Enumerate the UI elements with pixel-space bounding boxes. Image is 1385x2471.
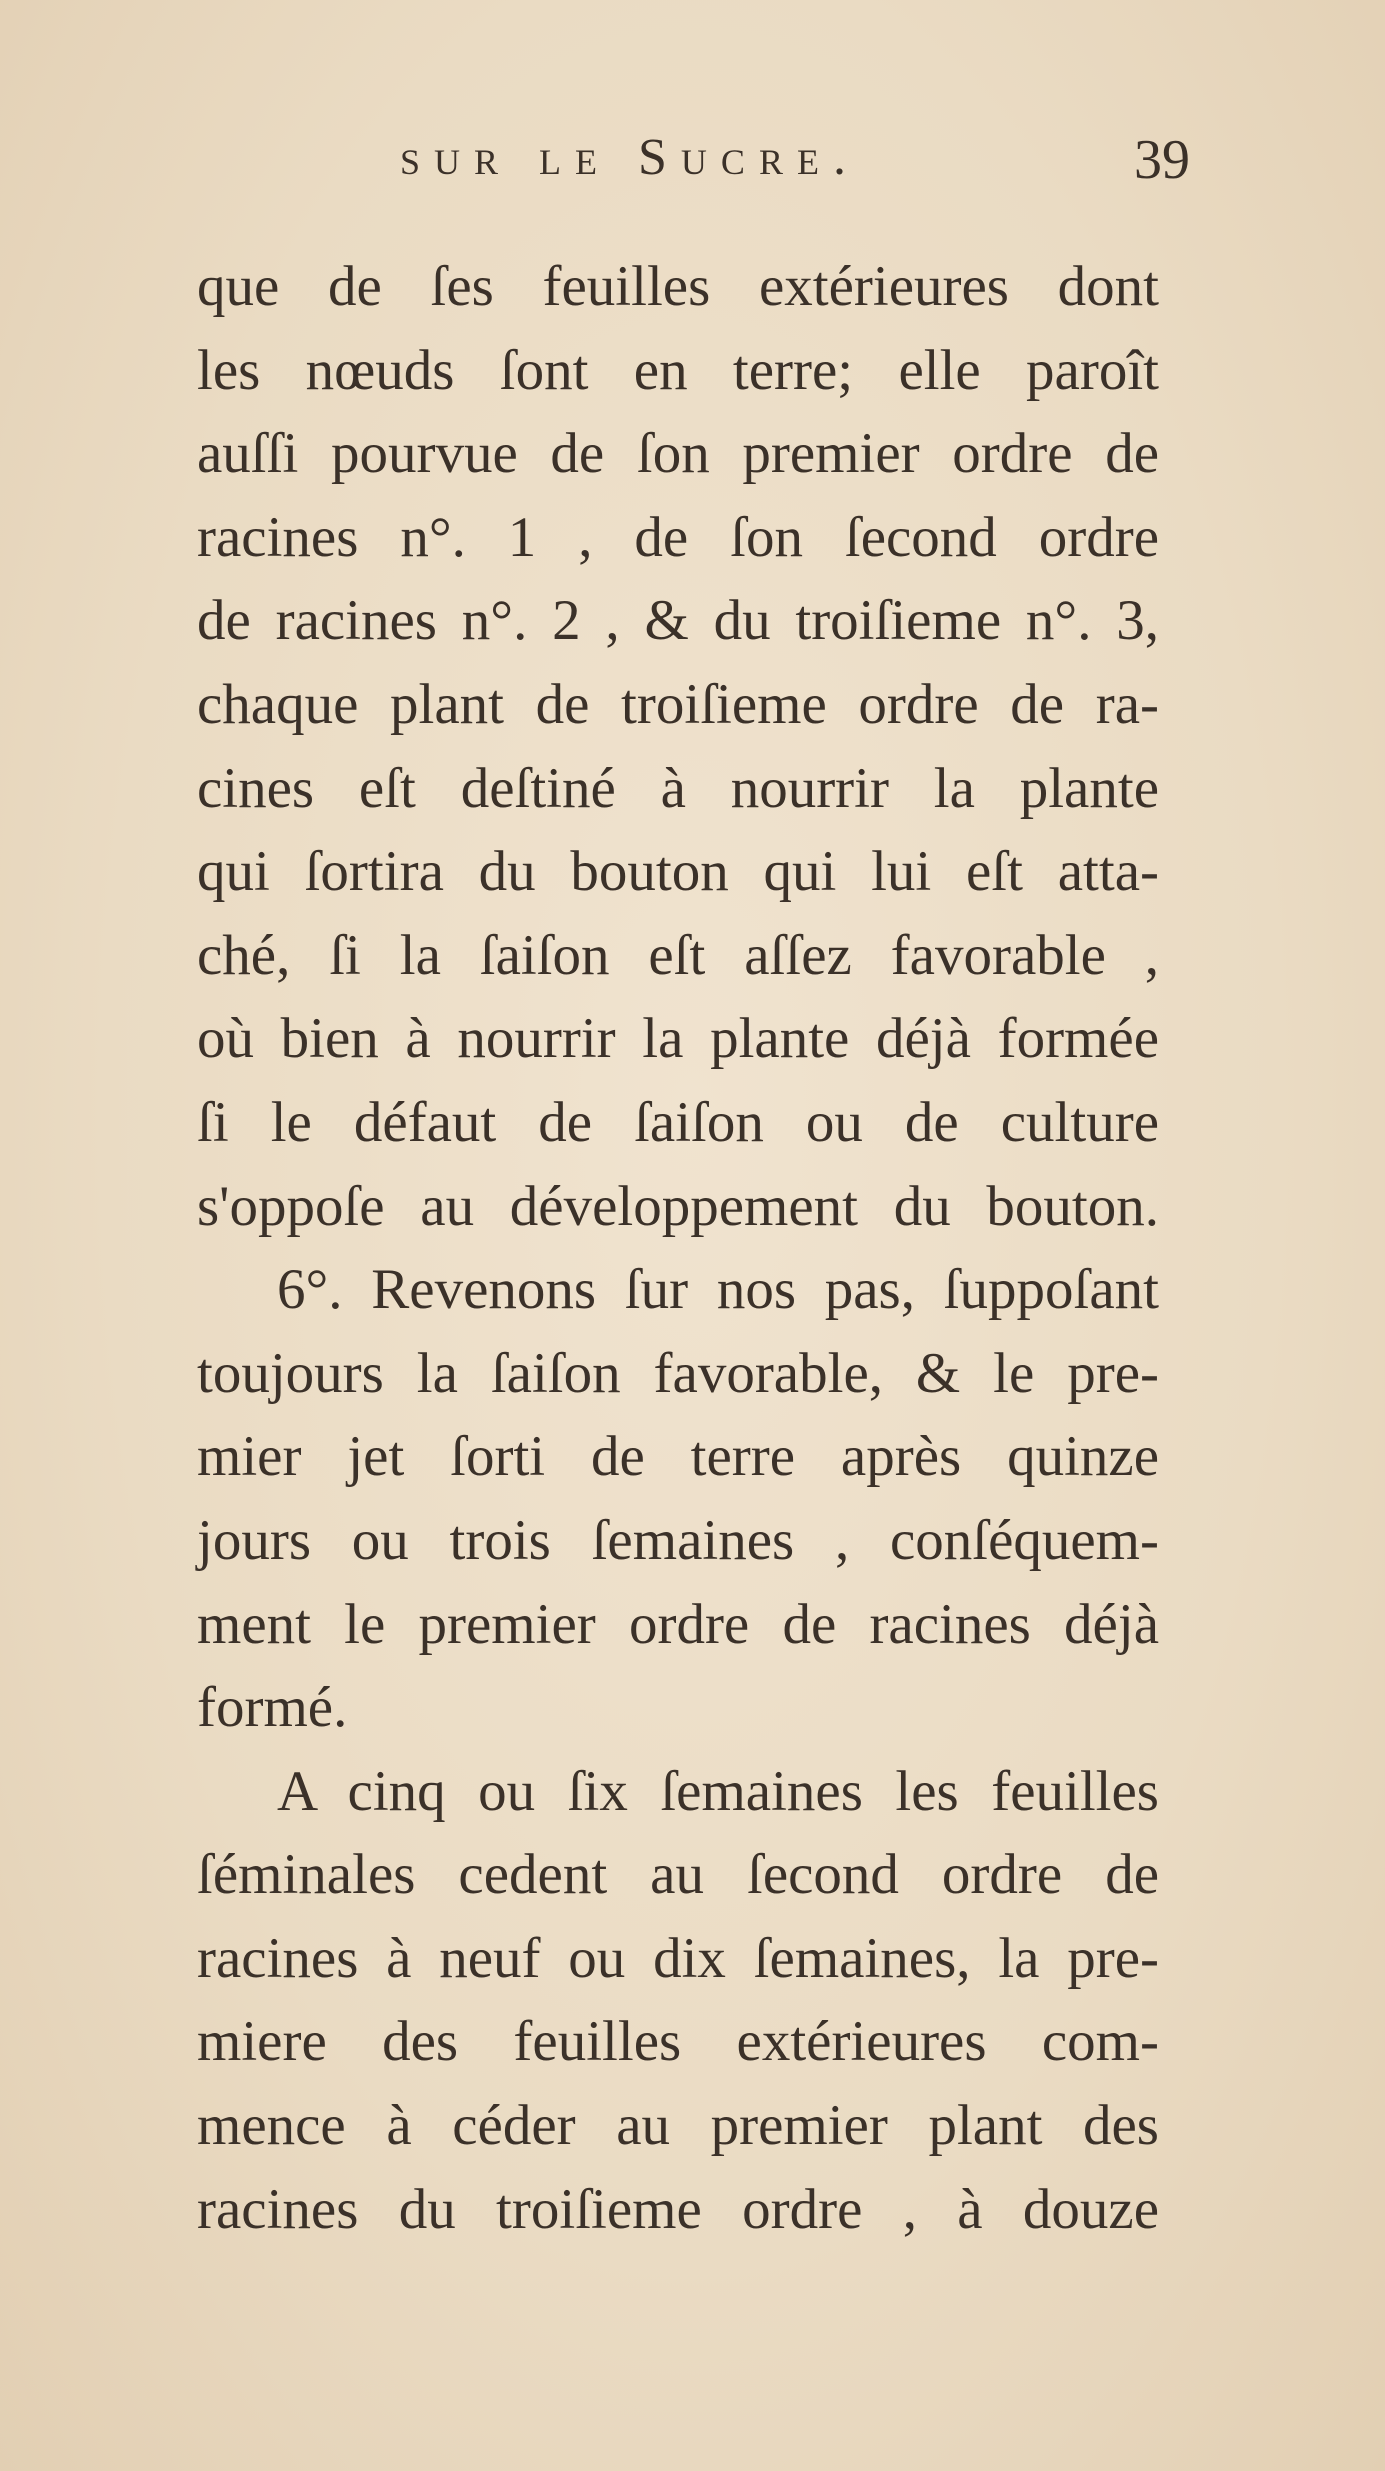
text-line: qui ſortira du bouton qui lui eſt atta- [197,840,1159,904]
text-line: chaque plant de troiſieme ordre de ra- [197,672,1159,736]
text-line: ché, ſi la ſaiſon eſt aſſez favorable , [197,923,1159,987]
text-line: les nœuds ſont en terre; elle paroît [197,338,1159,402]
text-line: auſſi pourvue de ſon premier ordre de [197,422,1159,486]
text-line: racines n°. 1 , de ſon ſecond ordre [197,505,1159,569]
text-line: 6°. Revenons ſur nos pas, ſuppoſant [277,1258,1159,1322]
text-line: s'oppoſe au développement du bouton. [197,1174,1159,1238]
text-line: miere des feuilles extérieures com- [197,2010,1159,2074]
text-line: ſéminales cedent au ſecond ordre de [197,1843,1159,1907]
text-line: jours ou trois ſemaines , conſéquem- [197,1508,1159,1572]
text-line: mence à céder au premier plant des [197,2094,1159,2158]
text-line: formé. [197,1676,348,1740]
page-body [197,245,1159,2251]
text-line: racines du troiſieme ordre , à douze [197,2177,1159,2241]
text-line: ment le premier ordre de racines déjà [197,1592,1159,1656]
text-line: de racines n°. 2 , & du troiſieme n°. 3, [197,589,1159,653]
running-title: sur le Sucre. [400,129,860,186]
text-line: que de ſes feuilles extérieures dont [197,255,1159,318]
text-line: toujours la ſaiſon favorable, & le pre- [197,1341,1159,1405]
page-number: 39 [1134,129,1190,191]
text-line: ſi le défaut de ſaiſon ou de culture [197,1090,1159,1154]
page-header [400,128,1190,198]
text-line: cines eſt deſtiné à nourrir la plante [197,756,1159,820]
text-line: A cinq ou ſix ſemaines les feuilles [277,1759,1159,1823]
text-line: mier jet ſorti de terre après quinze [197,1425,1159,1489]
text-line: racines à neuf ou dix ſemaines, la pre- [197,1926,1159,1990]
text-line: où bien à nourrir la plante déjà formée [197,1007,1159,1071]
